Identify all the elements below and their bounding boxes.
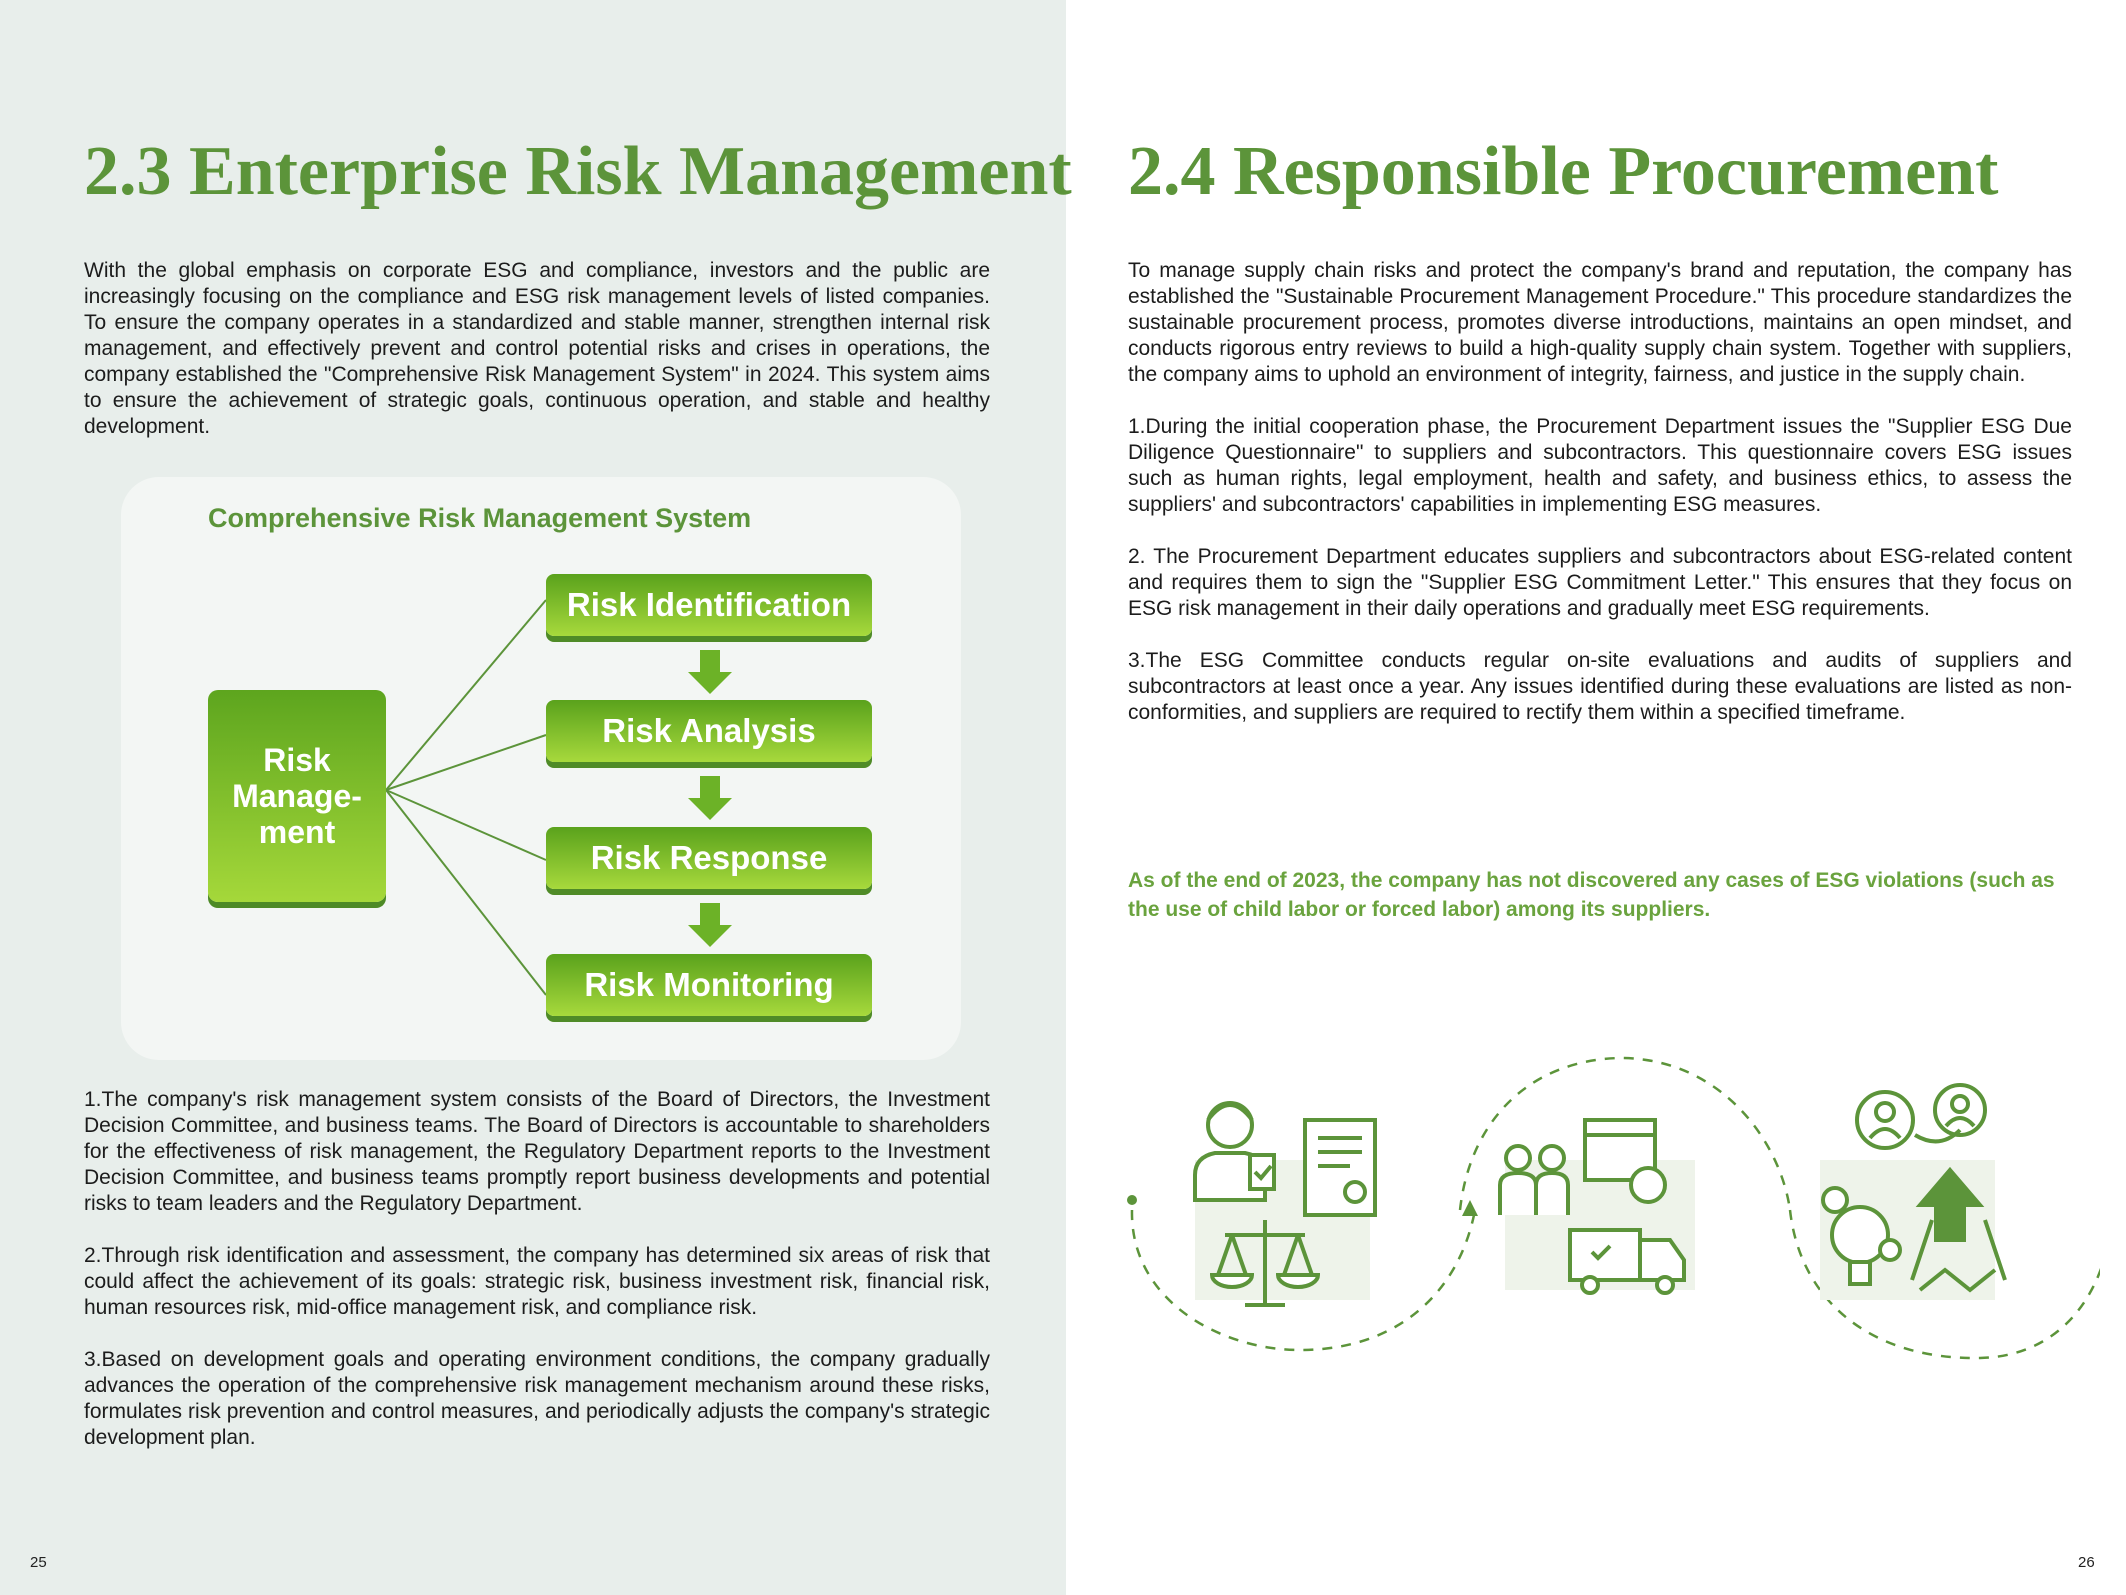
arrow-down-icon	[688, 650, 732, 694]
procurement-paragraph-2: 2. The Procurement Department educates suppliers and subcontractors about ESG-related content and requires them to sign the "Supplier ESG Commitment Letter." This ensures that they focus on ESG risk management in their daily operations and gradually meet ESG requirements.	[1128, 545, 2072, 620]
procurement-illustration	[1100, 1040, 2100, 1380]
esg-violation-highlight: As of the end of 2023, the company has not discovered any cases of ESG violations (such as the use of child labor or forced labor) among its suppliers.	[1128, 869, 2055, 921]
risk-details	[84, 1087, 990, 1451]
step-risk-response: Risk Response	[546, 827, 872, 889]
procurement-paragraph-intro: To manage supply chain risks and protect the company's brand and reputation, the company has established the "Sustainable Procurement Management Procedure." This procedure standardizes the sustainable procurement process, promotes diverse introductions, maintains an open mindset, and conducts rigorous entry reviews to build a high-quality supply chain system. Together with suppliers, the company aims to uphold an environment of integrity, fairness, and justice in the supply chain.	[1128, 259, 2072, 386]
team-icon	[1500, 1146, 1568, 1215]
risk-paragraph-1: 1.The company's risk management system consists of the Board of Directors, the Investment Decision Committee, and business teams. The Board of Directors is accountable to shareholders for the effectiveness of risk management, the Regulatory Department reports to the Investment Decision Committee, and business teams promptly report business developments and potential risks to team leaders and the Regulatory Department.	[84, 1088, 990, 1215]
arrow-down-icon	[688, 903, 732, 947]
diagram-title: Comprehensive Risk Management System	[208, 503, 752, 533]
exchange-people-icon	[1857, 1085, 1985, 1148]
page-number-right: 26	[2078, 1554, 2095, 1571]
procurement-paragraph-3: 3.The ESG Committee conducts regular on-site evaluations and audits of suppliers and subcontractors at least once a year. Any issues identified during these evaluations are listed as non-conformities, and suppliers are required to rectify them within a specified timeframe.	[1128, 649, 2072, 724]
compliance-officer-icon	[1195, 1103, 1274, 1200]
procurement-text	[1128, 258, 2072, 726]
procurement-paragraph-1: 1.During the initial cooperation phase, the Procurement Department issues the "Supplier ESG Due Diligence Questionnaire" to suppliers and subcontractors. This questionnaire covers ESG issues such as human rights, legal employment, health and safety, and business ethics, to assess the suppliers' and subcontractors' capabilities in implementing ESG measures.	[1128, 415, 2072, 516]
step-risk-identification: Risk Identification	[546, 574, 872, 636]
intro-text: With the global emphasis on corporate ESG and compliance, investors and the public are increasingly focusing on the compliance and ESG risk management levels of listed companies. To ensure the company operates in a standardized and stable manner, strengthen internal risk management, and effectively prevent and control potential risks and crises in operations, the company established the "Comprehensive Risk Management System" in 2024. This system aims to ensure the achievement of strategic goals, continuous operation, and stable and healthy development.	[84, 259, 990, 438]
page-number-left: 25	[30, 1554, 47, 1571]
risk-paragraph-3: 3.Based on development goals and operating environment conditions, the company gradually advances the operation of the comprehensive risk management mechanism around these risks, formulates risk prevention and control measures, and periodically adjusts the company's strategic development plan.	[84, 1348, 990, 1449]
section-heading-procurement: 2.4 Responsible Procurement	[1128, 133, 1999, 210]
certificate-icon	[1305, 1120, 1375, 1215]
risk-management-box	[208, 690, 386, 902]
flow-arrows	[688, 650, 732, 947]
section-heading-risk-management: 2.3 Enterprise Risk Management	[84, 133, 1072, 210]
risk-management-label: Risk Manage-ment	[232, 742, 362, 850]
step-risk-monitoring: Risk Monitoring	[546, 954, 872, 1016]
risk-paragraph-2: 2.Through risk identification and assessment, the company has determined six areas of risk that could affect the achievement of its goals: strategic risk, business investment risk, financial risk, human resources risk, mid-office management risk, and compliance risk.	[84, 1244, 990, 1319]
arrow-down-icon	[688, 776, 732, 820]
step-risk-analysis: Risk Analysis	[546, 700, 872, 762]
